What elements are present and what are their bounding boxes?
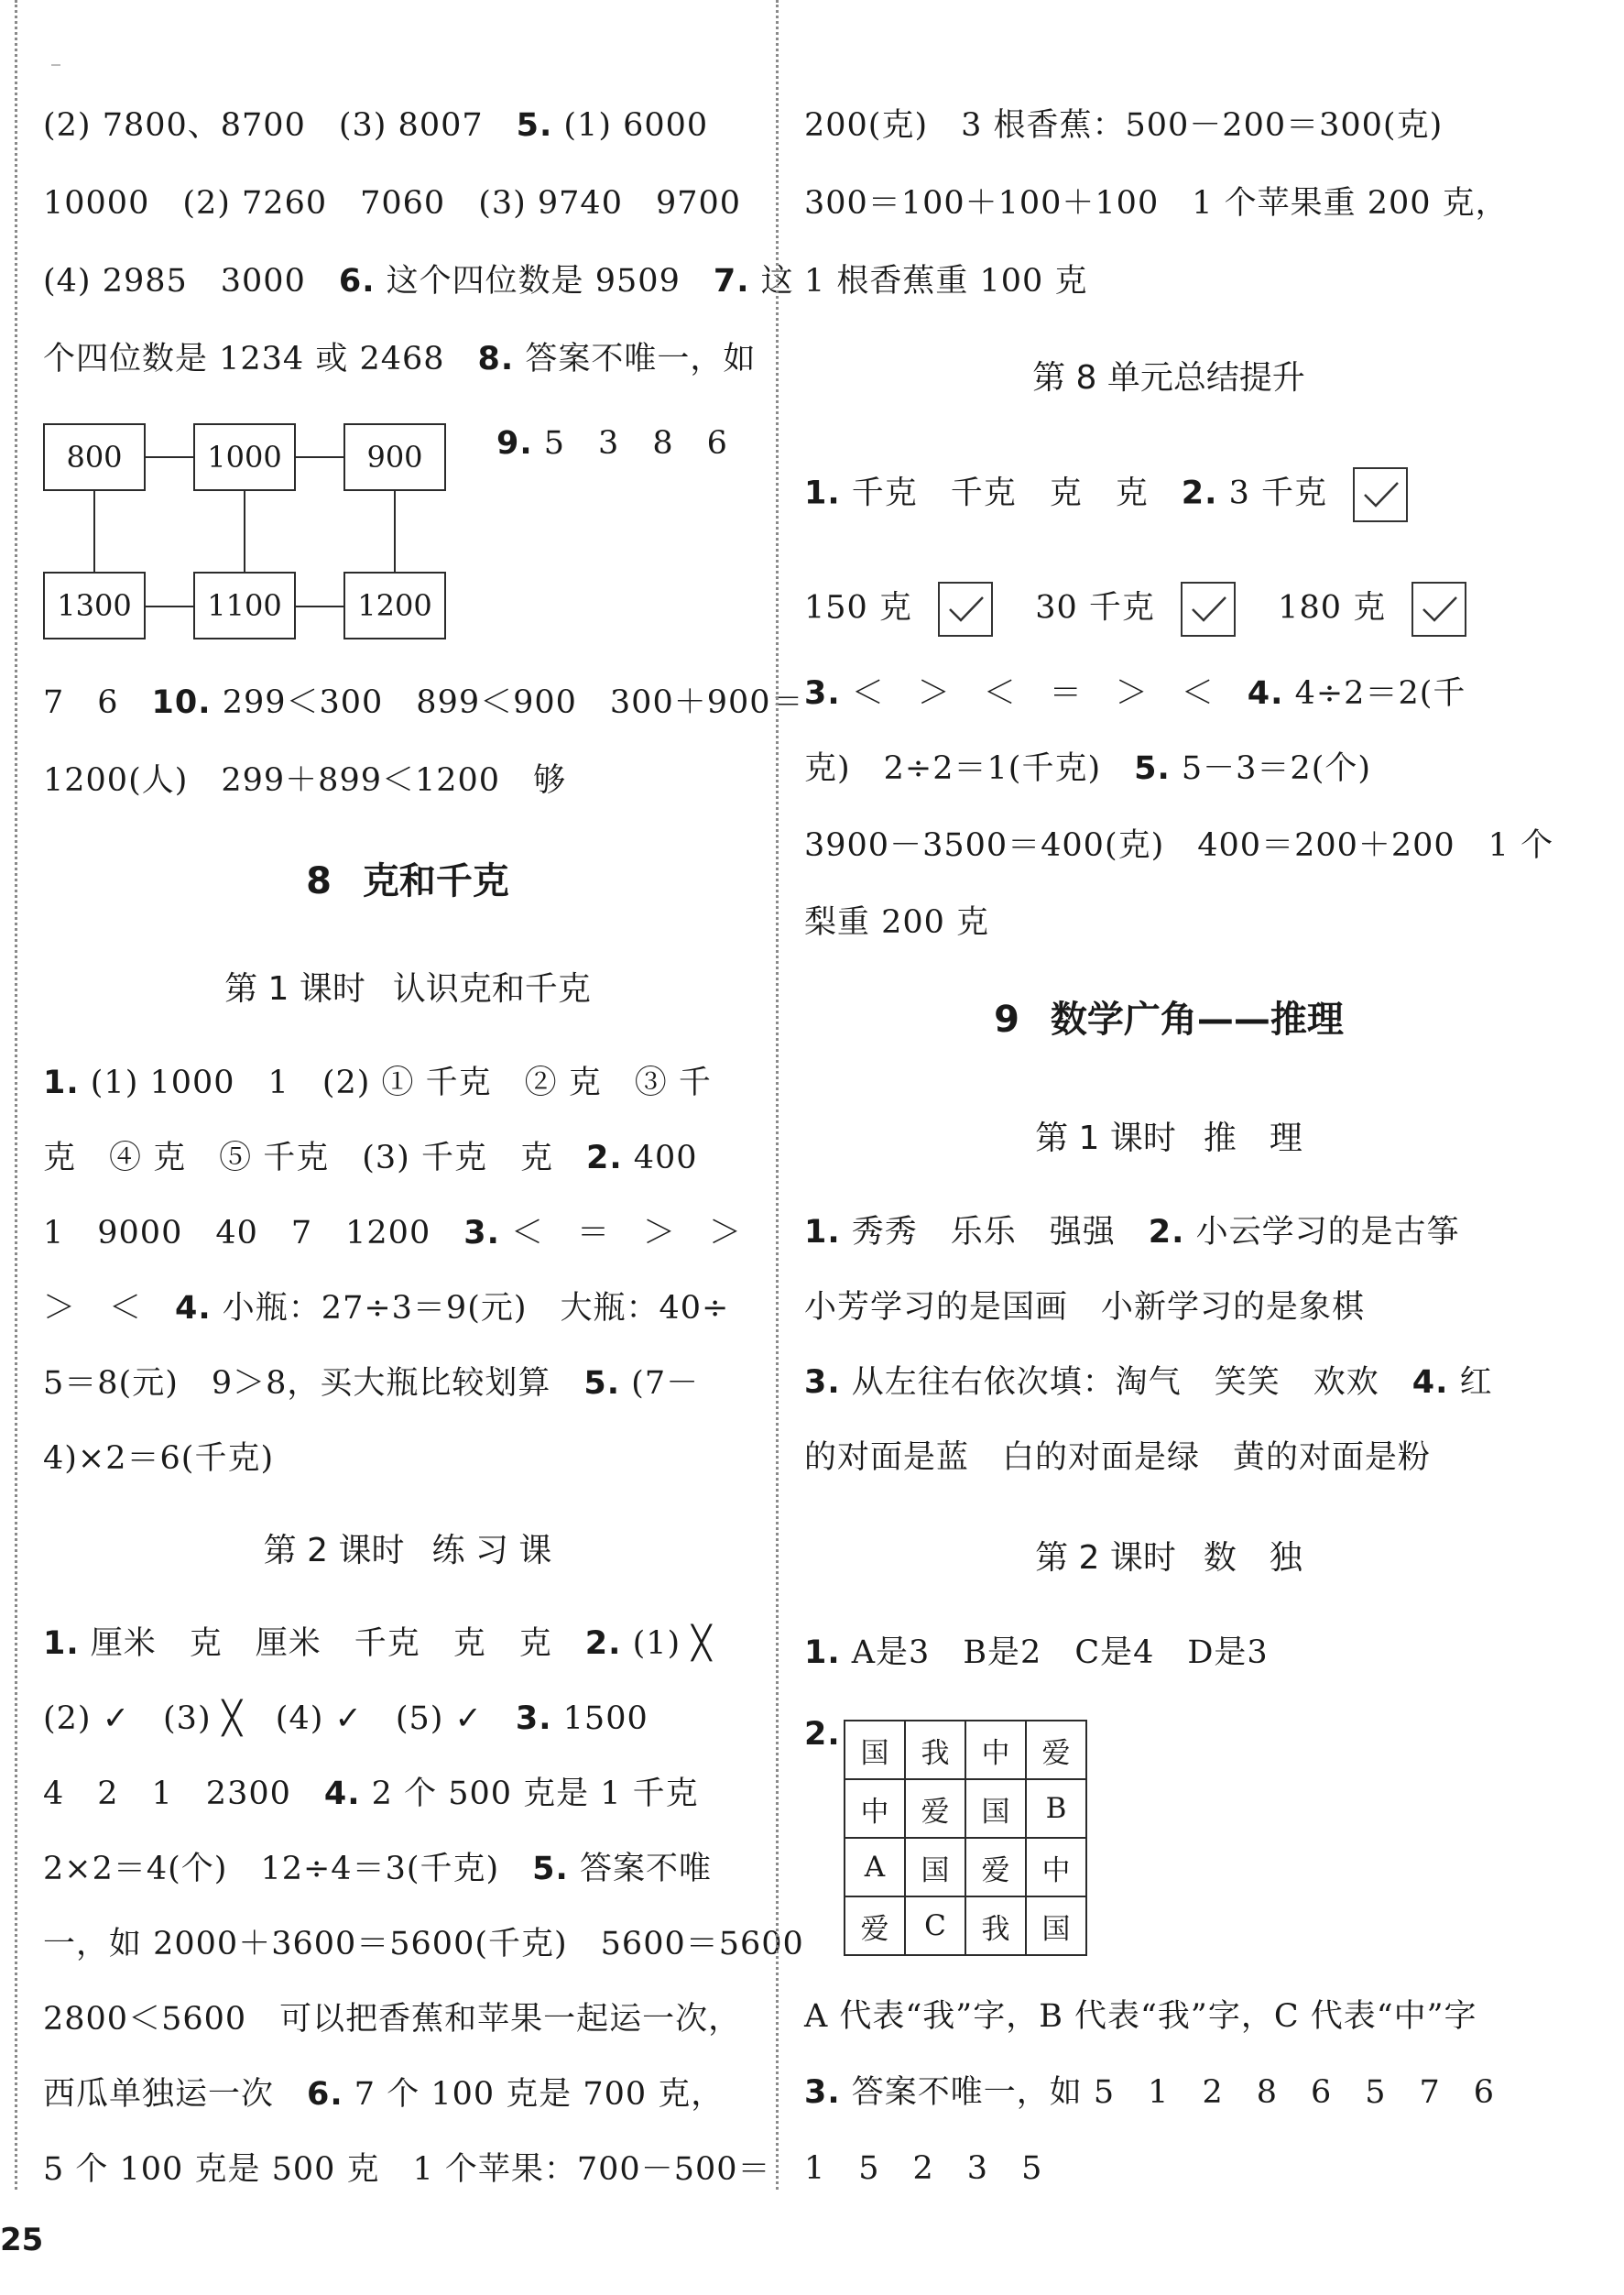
check-icon	[1190, 595, 1228, 626]
checked-box	[1181, 582, 1236, 637]
sudoku-cell: 爱	[905, 1779, 965, 1838]
lesson-heading: 第 2 课时 练 习 课	[263, 1532, 552, 1569]
answer-line: 200(克) 3 根香蕉：500－200＝300(克)	[804, 107, 1444, 144]
sudoku-cell: 爱	[1026, 1721, 1086, 1779]
checked-box	[1411, 582, 1466, 637]
sudoku-cell: 国	[845, 1721, 905, 1779]
number-box-diagram	[43, 423, 464, 643]
connector-line	[146, 456, 193, 458]
answer-line: 克 ④ 克 ⑤ 千克 (3) 千克 克 2. 400	[43, 1140, 698, 1176]
number-box: 1300	[43, 572, 146, 639]
sudoku-cell: 国	[965, 1779, 1026, 1838]
answer-line: 1. (1) 1000 1 (2) ① 千克 ② 克 ③ 千	[43, 1065, 712, 1101]
answer-line: 1. A是3 B是2 C是4 D是3	[804, 1634, 1269, 1671]
sudoku-cell: B	[1026, 1779, 1086, 1838]
answer-line: 1200(人) 299＋899＜1200 够	[43, 762, 567, 799]
sudoku-cell: 国	[1026, 1896, 1086, 1955]
connector-line	[296, 606, 343, 607]
connector-line	[244, 491, 245, 572]
sudoku-cell: A	[845, 1838, 905, 1896]
answer-line: 2800＜5600 可以把香蕉和苹果一起运一次，	[43, 2001, 742, 2038]
lesson-heading: 第 1 课时 推 理	[1035, 1120, 1302, 1157]
sudoku-cell: 我	[905, 1721, 965, 1779]
answer-line: 300＝100＋100＋100 1 个苹果重 200 克，	[804, 185, 1509, 222]
answer-line: 3. 从左往右依次填：淘气 笑笑 欢欢 4. 红	[804, 1364, 1493, 1401]
answer-line: 1. 秀秀 乐乐 强强 2. 小云学习的是古筝	[804, 1214, 1460, 1251]
answer-line: ＞ ＜ 4. 小瓶：27÷3＝9(元) 大瓶：40÷	[43, 1290, 730, 1327]
answer-line: 5＝8(元) 9＞8，买大瓶比较划算 5. (7－	[43, 1365, 700, 1402]
answer-line: 一，如 2000＋3600＝5600(千克) 5600＝5600	[43, 1926, 804, 1962]
sudoku-cell: 我	[965, 1896, 1026, 1955]
answer-line: 10000 (2) 7260 7060 (3) 9740 9700	[43, 185, 742, 222]
answer-line: 的对面是蓝 白的对面是绿 黄的对面是粉	[804, 1439, 1432, 1476]
answer-line: 1 9000 40 7 1200 3. ＜ ＝ ＞ ＞	[43, 1215, 743, 1251]
sudoku-cell: 爱	[965, 1838, 1026, 1896]
chapter-heading: 9 数学广角——推理	[994, 999, 1344, 1041]
answer-line: 1. 厘米 克 厘米 千克 克 克 2. (1) ╳	[43, 1625, 713, 1662]
lesson-heading: 第 1 课时 认识克和千克	[224, 970, 591, 1008]
answer-line: 150 克 30 千克 180 克	[804, 582, 1466, 637]
check-icon	[1421, 595, 1459, 626]
answer-line: 9. 5 3 8 6	[496, 425, 728, 462]
answer-line: (4) 2985 3000 6. 这个四位数是 9509 7. 这	[43, 263, 794, 300]
answer-line: (2) ✓ (3) ╳ (4) ✓ (5) ✓ 3. 1500	[43, 1700, 649, 1737]
answer-line: 2×2＝4(个) 12÷4＝3(千克) 5. 答案不唯	[43, 1851, 712, 1887]
connector-line	[93, 491, 95, 572]
number-box: 1100	[193, 572, 296, 639]
check-icon	[947, 595, 986, 626]
answer-line: 5 个 100 克是 500 克 1 个苹果：700－500＝	[43, 2151, 771, 2188]
connector-line	[394, 491, 396, 572]
sudoku-cell: 中	[845, 1779, 905, 1838]
sudoku-cell: 爱	[845, 1896, 905, 1955]
connector-line	[296, 456, 343, 458]
sudoku-cell: C	[905, 1896, 965, 1955]
checked-box	[938, 582, 993, 637]
chapter-heading: 8 克和千克	[306, 860, 509, 902]
answer-line: 3900－3500＝400(克) 400＝200＋200 1 个	[804, 827, 1554, 864]
right-column	[776, 0, 1554, 2190]
number-box: 1200	[343, 572, 446, 639]
sudoku-cell: 中	[965, 1721, 1026, 1779]
answer-line: 3. 答案不唯一，如 5 1 2 8 6 5 7 6	[804, 2074, 1496, 2111]
answer-line: 1. 千克 千克 克 克 2. 3 千克	[804, 467, 1408, 522]
check-icon	[1362, 480, 1401, 511]
sudoku-cell: 中	[1026, 1838, 1086, 1896]
summary-heading: 第 8 单元总结提升	[1032, 359, 1305, 397]
number-box: 800	[43, 423, 146, 491]
number-box: 1000	[193, 423, 296, 491]
answer-line: 4 2 1 2300 4. 2 个 500 克是 1 千克	[43, 1776, 699, 1812]
number-box: 900	[343, 423, 446, 491]
answer-line: 梨重 200 克	[804, 904, 990, 941]
checked-box	[1353, 467, 1408, 522]
page-number: 25	[0, 2222, 44, 2258]
answer-line: 小芳学习的是国画 小新学习的是象棋	[804, 1289, 1366, 1326]
answer-line: 7 6 10. 299＜300 899＜900 300＋900＝	[43, 684, 804, 721]
lesson-heading: 第 2 课时 数 独	[1035, 1539, 1302, 1577]
answer-line: 西瓜单独运一次 6. 7 个 100 克是 700 克，	[43, 2076, 725, 2113]
answer-line: 1 5 2 3 5	[804, 2150, 1043, 2187]
left-column	[15, 0, 804, 2190]
connector-line	[146, 606, 193, 607]
sudoku-cell: 国	[905, 1838, 965, 1896]
answer-line: 3. ＜ ＞ ＜ ＝ ＞ ＜ 4. 4÷2＝2(千	[804, 675, 1466, 712]
sudoku-grid	[844, 1720, 1087, 1956]
answer-line: (2) 7800、8700 (3) 8007 5. (1) 6000	[43, 107, 709, 144]
answer-line: A 代表“我”字，B 代表“我”字，C 代表“中”字	[804, 1998, 1477, 2035]
answer-line: 克) 2÷2＝1(千克) 5. 5－3＝2(个)	[804, 750, 1372, 787]
answer-line: 个四位数是 1234 或 2468 8. 答案不唯一，如	[43, 341, 757, 377]
answer-line: 1 根香蕉重 100 克	[804, 263, 1088, 300]
answer-line: 2.	[804, 1716, 841, 1753]
answer-line: 4)×2＝6(千克)	[43, 1440, 275, 1477]
